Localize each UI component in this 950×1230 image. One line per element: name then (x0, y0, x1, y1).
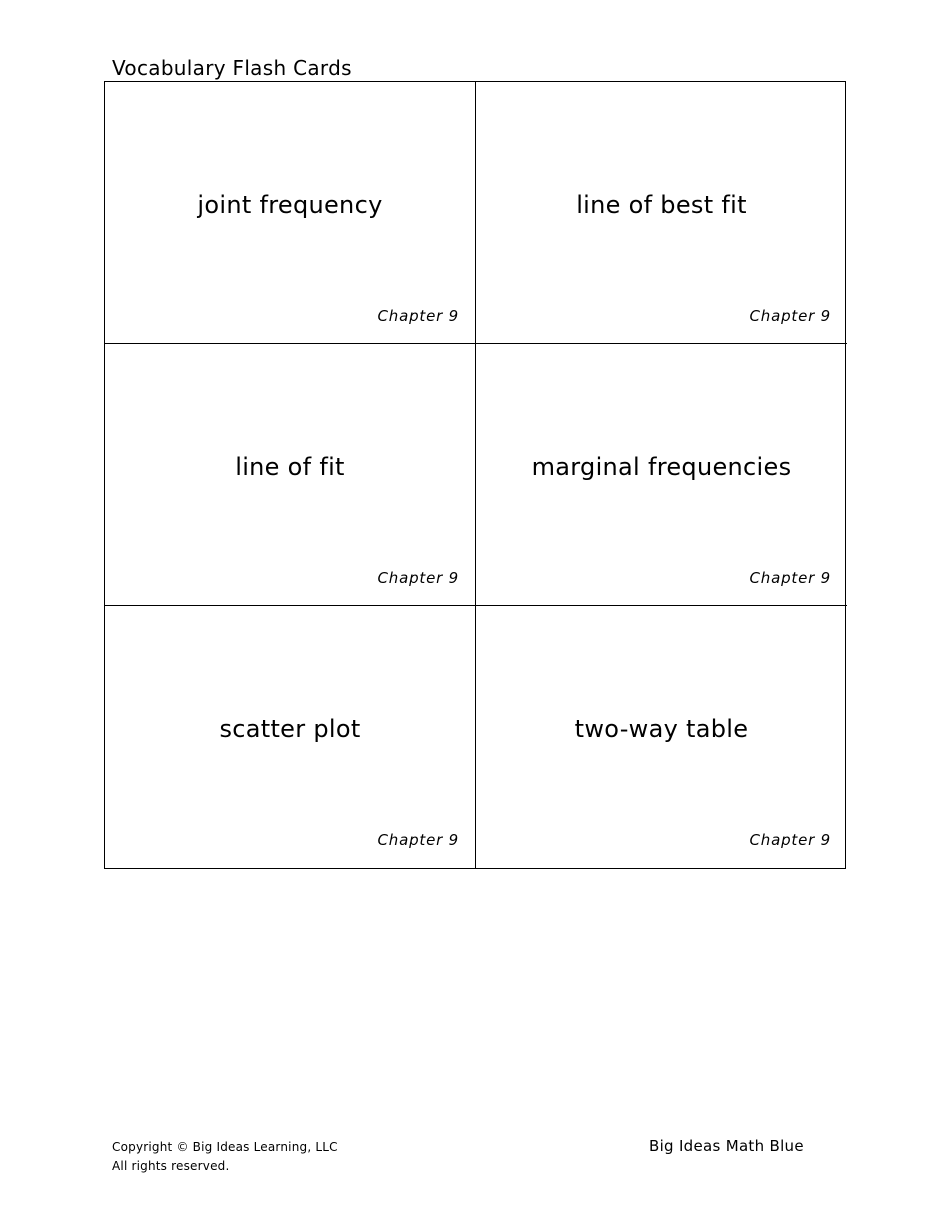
flash-card-grid (104, 81, 846, 869)
card-chapter: Chapter 9 (749, 307, 831, 325)
copyright-line: Copyright © Big Ideas Learning, LLC (112, 1140, 338, 1154)
card-chapter: Chapter 9 (377, 307, 459, 325)
card-term: scatter plot (219, 715, 361, 743)
flash-card (105, 344, 476, 606)
footer-copyright (112, 1138, 338, 1176)
flash-card (105, 606, 476, 868)
card-term: marginal frequencies (531, 453, 792, 481)
flash-card (476, 82, 847, 344)
card-term: joint frequency (197, 191, 383, 219)
card-chapter: Chapter 9 (749, 569, 831, 587)
flash-card (476, 344, 847, 606)
card-term: line of best fit (576, 191, 747, 219)
card-term: two-way table (574, 715, 749, 743)
card-term: line of fit (235, 453, 345, 481)
page-title: Vocabulary Flash Cards (112, 56, 352, 80)
footer-brand: Big Ideas Math Blue (649, 1137, 804, 1155)
card-chapter: Chapter 9 (749, 831, 831, 849)
flash-card (476, 606, 847, 868)
card-chapter: Chapter 9 (377, 569, 459, 587)
card-chapter: Chapter 9 (377, 831, 459, 849)
flash-card (105, 82, 476, 344)
rights-line: All rights reserved. (112, 1159, 230, 1173)
